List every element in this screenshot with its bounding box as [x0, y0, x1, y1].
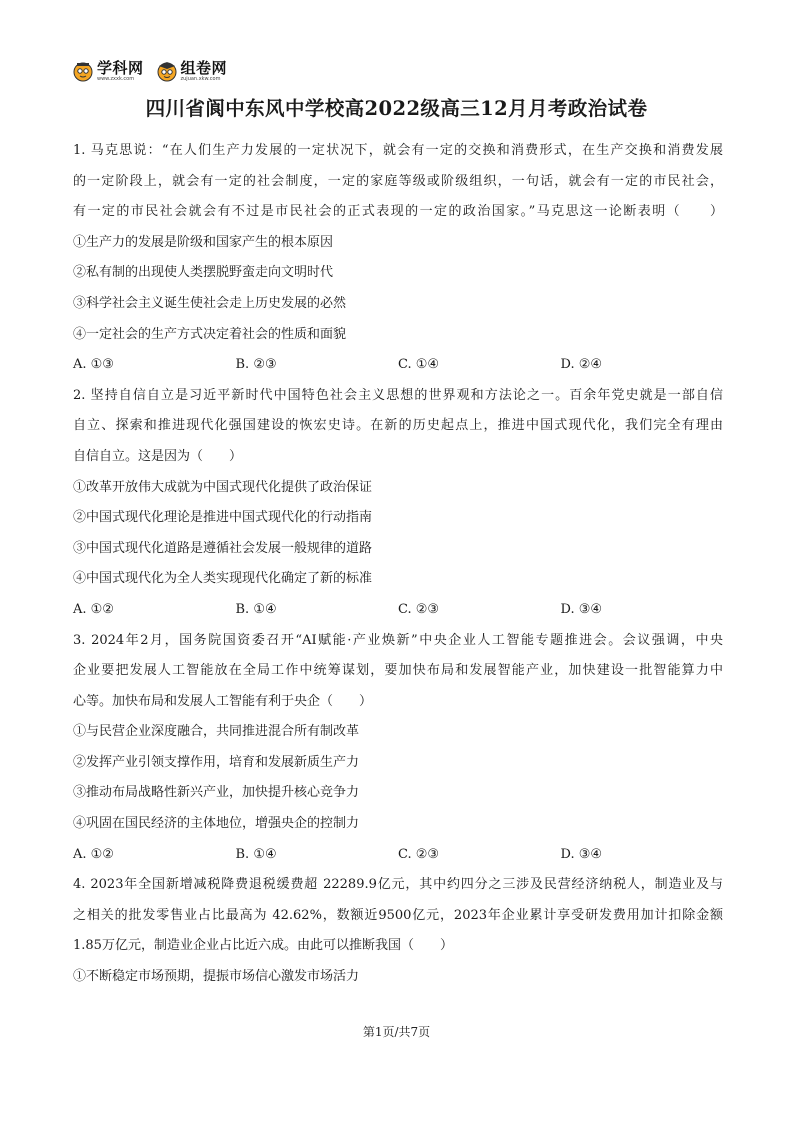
statement-item: ①改革开放伟大成就为中国式现代化提供了政治保证: [73, 479, 373, 495]
question-stem-line: 企业要把发展人工智能放在全局工作中统筹谋划，要加快布局和发展智能产业，加快建设一批智能算力中: [73, 663, 723, 679]
question-stem-line: 1.85万亿元，制造业企业占比近六成。由此可以推断我国（ ）: [73, 938, 453, 954]
question-stem-line: 2. 坚持自信自立是习近平新时代中国特色社会主义思想的世界观和方法论之一。百余年党史就是一部自信: [73, 387, 723, 403]
option-c: C. ①④: [398, 357, 440, 373]
statement-item: ②发挥产业引领支撑作用，培育和发展新质生产力: [73, 754, 360, 770]
question-stem-line: 心等。加快布局和发展人工智能有利于央企（ ）: [73, 693, 373, 709]
option-d: D. ②④: [560, 357, 603, 373]
page-number: 第1页/共7页: [362, 1025, 431, 1039]
logo-name: 学科网: [97, 58, 144, 77]
header-logos: [72, 58, 227, 84]
question-stem-line: 1. 马克思说：“在人们生产力发展的一定状况下，就会有一定的交换和消费形式，在生产交换和消费发展: [73, 143, 723, 158]
zujuanwang-logo: [156, 60, 228, 82]
statement-item: ①生产力的发展是阶级和国家产生的根本原因: [73, 234, 334, 250]
question-stem-line: 4. 2023年全国新增减税降费退税缓费超 22289.9亿元，其中约四分之三涉及民营经济纳税人，制造业及与: [73, 877, 723, 893]
answer-options: [73, 595, 723, 626]
mascot-icon: [72, 60, 94, 82]
question-stem-line: 3. 2024年2月，国务院国资委召开“AI赋能·产业焕新”中央企业人工智能专题推进会。会议强调，中央: [73, 632, 723, 648]
question-list: [73, 136, 723, 993]
logo-url: www.zxxk.com: [97, 75, 135, 82]
statement-item: ①与民营企业深度融合，共同推进混合所有制改革: [73, 724, 360, 740]
question-stem-line: 自立、探索和推进现代化强国建设的恢宏史诗。在新的历史起点上，推进中国式现代化，我们完全有理由: [73, 418, 723, 434]
page-title: 四川省阆中东风中学校高2022级高三12月月考政治试卷: [145, 97, 648, 120]
option-b: B. ①④: [235, 846, 277, 862]
option-b: B. ②③: [235, 357, 277, 373]
option-b: B. ①④: [235, 601, 277, 617]
logo-name: 组卷网: [180, 58, 228, 77]
logo-url: zujuan.xkw.com: [180, 75, 221, 82]
option-a: A. ①③: [73, 357, 114, 373]
statement-item: ③科学社会主义诞生使社会走上历史发展的必然: [73, 295, 347, 311]
question-2: [73, 381, 723, 626]
question-stem-line: 之相关的批发零售业占比最高为 42.62%，数额近9500亿元，2023年企业累计享受研发费用加计扣除金额: [73, 907, 723, 923]
question-4: [73, 870, 723, 992]
statement-item: ②中国式现代化理论是推进中国式现代化的行动指南: [73, 510, 373, 526]
statement-item: ③中国式现代化道路是遵循社会发展一般规律的道路: [73, 540, 373, 556]
question-3: [73, 626, 723, 871]
answer-options: [73, 350, 723, 381]
statement-item: ④一定社会的生产方式决定着社会的性质和面貌: [73, 326, 347, 342]
statement-item: ①不断稳定市场预期，提振市场信心激发市场活力: [73, 969, 360, 985]
answer-options: [73, 840, 723, 871]
statement-item: ③推动布局战略性新兴产业，加快提升核心竞争力: [73, 785, 360, 801]
question-stem-line: 有一定的市民社会就会有不过是市民社会的正式表现的一定的政治国家。”马克思这一论断表明（ ）: [73, 204, 723, 220]
statement-item: ②私有制的出现使人类摆脱野蛮走向文明时代: [73, 265, 334, 281]
question-stem-line: 自信自立。这是因为（ ）: [73, 448, 243, 464]
option-a: A. ①②: [73, 601, 114, 617]
option-d: D. ③④: [560, 601, 603, 617]
mascot-icon: [156, 60, 178, 82]
statement-item: ④中国式现代化为全人类实现现代化确定了新的标准: [73, 571, 373, 587]
option-a: A. ①②: [73, 846, 114, 862]
question-stem-line: 的一定阶段上，就会有一定的社会制度，一定的家庭等级或阶级组织，一句话，就会有一定的市民社会，: [73, 173, 723, 189]
option-c: C. ②③: [398, 601, 440, 617]
xuekewang-logo: [72, 60, 144, 82]
statement-item: ④巩固在国民经济的主体地位，增强央企的控制力: [73, 816, 360, 832]
option-d: D. ③④: [560, 846, 603, 862]
option-c: C. ②③: [398, 846, 440, 862]
question-1: [73, 136, 723, 381]
